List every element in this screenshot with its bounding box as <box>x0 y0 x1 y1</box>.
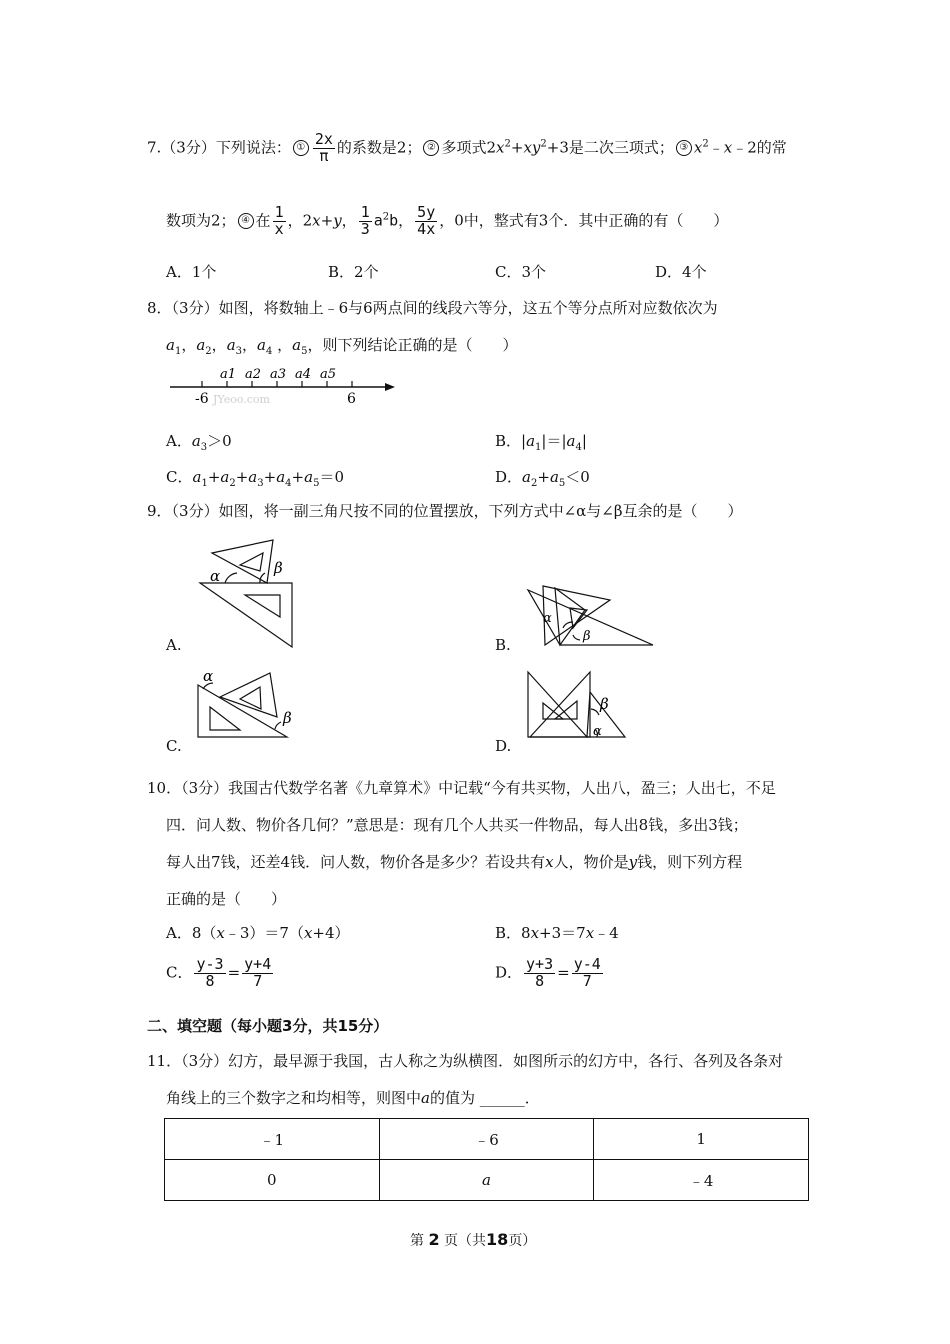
q7-option-c[interactable]: C．3个 <box>495 263 547 281</box>
number-line-figure <box>165 362 400 410</box>
q8-option-c[interactable]: C．$a_1+a_2+a_3+a_4+a_5=0$ <box>166 468 344 489</box>
q11-line1: 11．（3分）幻方，最早源于我国，古人称之为纵横图．如图所示的幻方中，各行、各列及各条对 <box>147 1052 784 1070</box>
table-cell: a <box>379 1160 594 1201</box>
fraction-2x-over-pi: $\frac{2x}{\pi}$ <box>314 130 333 165</box>
alpha-label-a: α <box>210 567 221 585</box>
table-cell: ﹣4 <box>594 1160 809 1201</box>
table-row <box>165 1119 809 1160</box>
alpha-label-d: α <box>593 724 602 739</box>
point-a5-label: a5 <box>320 367 337 382</box>
magic-square-table <box>164 1118 809 1201</box>
table-cell: 1 <box>594 1119 809 1160</box>
alpha-label-c: α <box>203 667 214 685</box>
table-cell: ﹣6 <box>379 1119 594 1160</box>
triangle-figure-d <box>525 667 630 742</box>
q10-option-c[interactable]: C． $\frac{y-3}{8}$ = $\frac{y+4}{7}$ <box>166 955 272 990</box>
triangle-figure-c <box>195 667 305 742</box>
q9-option-c[interactable]: C. <box>166 737 182 755</box>
q10-line3: 每人出7钱，还差4钱．问人数，物价各是多少？若设共有x人，物价是y钱，则下列方程 <box>166 853 743 871</box>
point-a3-label: a3 <box>270 367 287 382</box>
fraction-1-over-3: $\frac{1}{3}$ <box>360 203 370 238</box>
q11-line2: 角线上的三个数字之和均相等，则图中a的值为 ______． <box>166 1089 540 1107</box>
beta-label-d: β <box>600 695 609 713</box>
triangle-figure-b <box>525 580 660 650</box>
beta-label-b: β <box>583 629 591 644</box>
q10-line2: 四．问人数、物价各几何？”意思是：现有几个人共买一件物品，每人出8钱，多出3钱； <box>166 816 748 834</box>
q10-option-a[interactable]: A．8（x﹣3）＝7（x+4） <box>166 924 350 942</box>
q10-line1: 10．（3分）我国古代数学名著《九章算术》中记载“今有共买物，人出八，盈三；人出七，不足 <box>147 779 776 797</box>
left-endpoint-label: -6 <box>195 391 209 407</box>
circle-1: ① <box>293 140 309 156</box>
point-a1-label: a1 <box>220 367 237 382</box>
beta-label-c: β <box>283 709 292 727</box>
q8-line1: 8．（3分）如图，将数轴上﹣6与6两点间的线段六等分，这五个等分点所对应数依次为 <box>147 299 718 317</box>
q7-option-a[interactable]: A．1个 <box>166 263 217 281</box>
point-a2-label: a2 <box>245 367 262 382</box>
table-cell: 0 <box>165 1160 380 1201</box>
table-cell: ﹣1 <box>165 1119 380 1160</box>
right-endpoint-label: 6 <box>347 391 356 407</box>
q7-option-b[interactable]: B．2个 <box>328 263 379 281</box>
q9-stem: 9．（3分）如图，将一副三角尺按不同的位置摆放，下列方式中∠α与∠β互余的是（ ） <box>147 502 743 520</box>
beta-label-a: β <box>274 559 283 577</box>
q10-option-b[interactable]: B．8x+3＝7x﹣4 <box>495 924 619 942</box>
q10-option-d[interactable]: D． $\frac{y+3}{8}$ = $\frac{y-4}{7}$ <box>495 955 601 990</box>
q7-line1: 7.（3分）下列说法： ① $\frac{2x}{\pi}$ 的系数是2； ② 多项式$2x^2+xy^2+3$是二次三项式； ③ $x^2﹣x﹣2$的常 <box>147 130 787 165</box>
q8-line2: $a_1$，$a_2$，$a_3$，$a_4$ ，$a_5$，则下列结论正确的是（ ） <box>166 336 518 357</box>
point-a4-label: a4 <box>295 367 312 382</box>
watermark: JYeoo.com <box>213 393 270 406</box>
alpha-label-b: α <box>543 611 552 626</box>
q9-option-b[interactable]: B. <box>495 636 511 654</box>
q7-option-d[interactable]: D．4个 <box>655 263 707 281</box>
q9-option-d[interactable]: D. <box>495 737 512 755</box>
q8-option-b[interactable]: B．$|a_1|=|a_4|$ <box>495 432 587 453</box>
q10-line4: 正确的是（ ） <box>166 890 287 908</box>
table-row <box>165 1160 809 1201</box>
page-footer: 第 2 页（共18页） <box>410 1230 537 1249</box>
triangle-figure-a <box>195 535 305 650</box>
q8-option-d[interactable]: D．$a_2+a_5<0$ <box>495 468 590 489</box>
fraction-5y-over-4x: $\frac{5y}{4x}$ <box>417 203 436 238</box>
section-2-heading: 二、填空题（每小题3分，共15分） <box>147 1017 389 1035</box>
q9-option-a[interactable]: A. <box>166 636 182 654</box>
fraction-1-over-x: $\frac{1}{x}$ <box>274 203 284 238</box>
q7-line2: 数项为2； ④ 在 $\frac{1}{x}$ ，2x+y， $\frac{1}{3}$ $a^2b$， $\frac{5y}{4x}$ ，0中，整式有3个．其中正确的有（ ） <box>166 203 729 238</box>
q8-option-a[interactable]: A．$a_3>0$ <box>166 432 232 453</box>
